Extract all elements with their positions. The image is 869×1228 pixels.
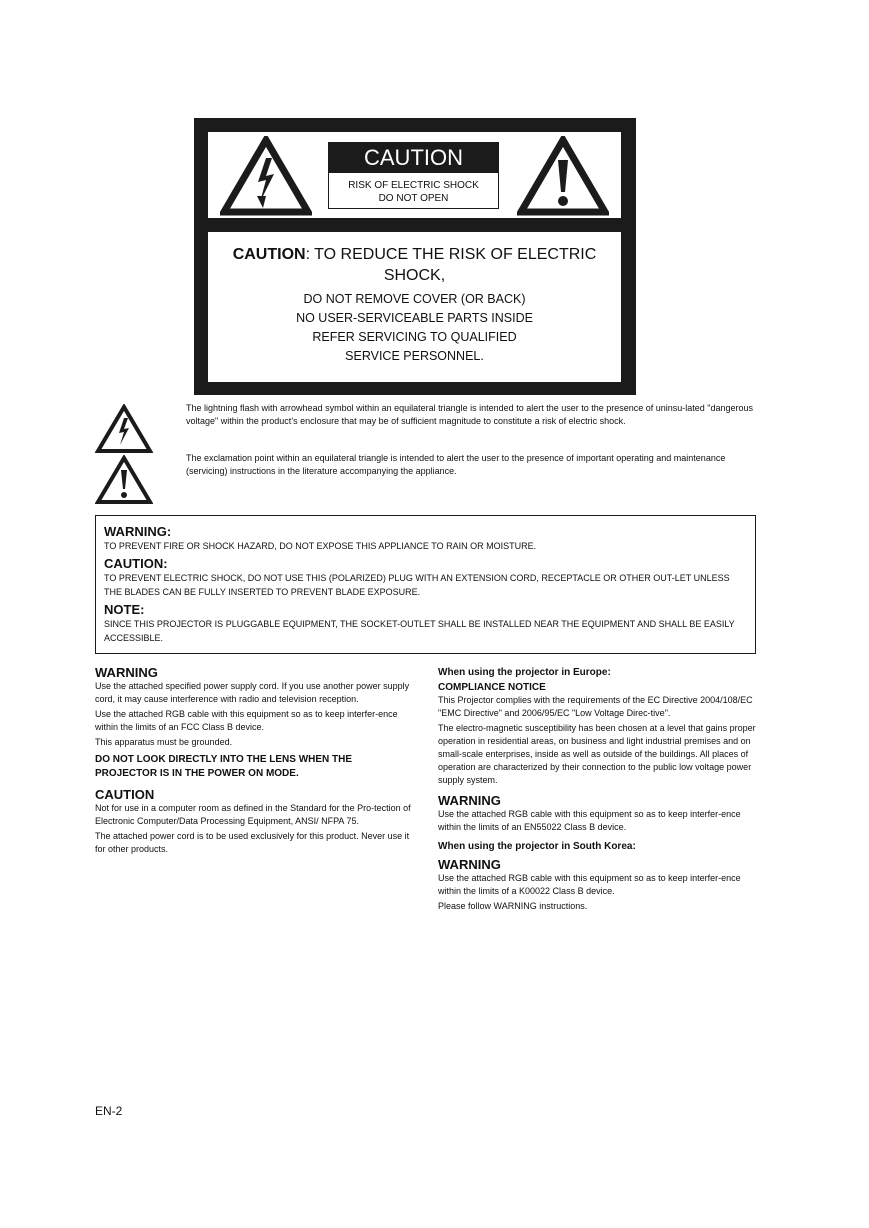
right-warning-heading: WARNING	[438, 793, 501, 808]
korea-heading: When using the projector in South Korea:	[438, 841, 636, 852]
left-paragraph: Use the attached RGB cable with this equipment so as to keep interfer-ence within the limits of an FCC Class B device.	[95, 709, 398, 732]
lightning-warning-icon	[220, 136, 312, 216]
exclamation-warning-icon	[517, 136, 609, 216]
lightning-symbol-text: The lightning flash with arrowhead symbol within an equilateral triangle is intended to alert the user to the presence of uninsu-lated "dangerous voltage" within the product’s enclosure that may be of sufficient magnitude to constitute a risk of electric shock.	[186, 403, 754, 426]
caution-label	[194, 118, 636, 395]
caution-line: DO NOT REMOVE COVER (OR BACK)	[303, 292, 526, 306]
caution-headline-bold: CAUTION	[232, 246, 306, 263]
left-paragraph: Not for use in a computer room as defined in the Standard for the Pro-tection of Electronic Computer/Data Processing Equipment, ANSI/ NFPA 75.	[95, 803, 411, 826]
caution-line: REFER SERVICING TO QUALIFIED	[312, 330, 517, 344]
caution-sub-line-1: RISK OF ELECTRIC SHOCK	[348, 180, 479, 191]
caution-label-top	[208, 132, 621, 218]
right-warning-heading: WARNING	[438, 857, 501, 872]
caution-box-subtitle	[329, 173, 498, 205]
notice-caution-heading: CAUTION:	[104, 556, 168, 571]
caution-box-title: CAUTION	[329, 143, 498, 173]
left-column	[95, 665, 415, 858]
notice-note-text: SINCE THIS PROJECTOR IS PLUGGABLE EQUIPMENT, THE SOCKET-OUTLET SHALL BE INSTALLED NEAR THE EQUIPMENT AND SHALL BE EASILY ACCESSIBLE.	[104, 619, 735, 643]
right-column	[438, 666, 760, 915]
left-paragraph: This apparatus must be grounded.	[95, 737, 233, 747]
lens-warning: DO NOT LOOK DIRECTLY INTO THE LENS WHEN THE PROJECTOR IS IN THE POWER ON MODE.	[95, 754, 353, 779]
left-caution-heading: CAUTION	[95, 787, 155, 802]
caution-line: SERVICE PERSONNEL.	[345, 349, 484, 363]
right-paragraph: Use the attached RGB cable with this equipment so as to keep interfer-ence within the limits of a K00022 Class B device.	[438, 873, 741, 896]
notice-warning-heading: WARNING:	[104, 524, 172, 539]
caution-box	[328, 142, 499, 209]
notice-note-heading: NOTE:	[104, 602, 145, 617]
exclamation-symbol-icon	[95, 455, 153, 505]
left-warning-heading: WARNING	[95, 665, 158, 680]
caution-line: NO USER-SERVICEABLE PARTS INSIDE	[296, 311, 533, 325]
exclamation-symbol-text: The exclamation point within an equilateral triangle is intended to alert the user to the presence of important operating and maintenance (servicing) instructions in the literature accompanying the appliance.	[186, 453, 726, 476]
caution-headline	[218, 244, 611, 286]
left-paragraph: Use the attached specified power supply cord. If you use another power supply cord, it may cause interference with radio and television reception.	[95, 681, 410, 704]
europe-heading: When using the projector in Europe:	[438, 667, 611, 678]
caution-sub-line-2: DO NOT OPEN	[378, 193, 449, 204]
right-paragraph: Use the attached RGB cable with this equipment so as to keep interfer-ence within the limits of an EN55022 Class B device.	[438, 809, 741, 832]
lightning-symbol-icon	[95, 404, 153, 454]
caution-label-text	[208, 232, 621, 382]
left-paragraph: The attached power cord is to be used exclusively for this product. Never use it for other products.	[95, 831, 410, 854]
caution-headline-rest: : TO REDUCE THE RISK OF ELECTRIC SHOCK,	[305, 246, 597, 284]
right-paragraph: Please follow WARNING instructions.	[438, 901, 588, 911]
notice-box	[95, 515, 756, 654]
page-number: EN-2	[95, 1104, 123, 1118]
right-paragraph: This Projector complies with the requirements of the EC Directive 2004/108/EC "EMC Directive" and 2006/95/EC "Low Voltage Direc-tive".	[438, 695, 753, 718]
compliance-heading: COMPLIANCE NOTICE	[438, 682, 546, 693]
right-paragraph: The electro-magnetic susceptibility has been chosen at a level that gains proper operation in residential areas, on business and light industrial premises and on small-scale enterprises, inside as well as outside of the buildings. All places of operation are characterized by their connection to the public low voltage power supply system.	[438, 723, 756, 785]
notice-warning-text: TO PREVENT FIRE OR SHOCK HAZARD, DO NOT EXPOSE THIS APPLIANCE TO RAIN OR MOISTURE.	[104, 541, 537, 551]
notice-caution-text: TO PREVENT ELECTRIC SHOCK, DO NOT USE THIS (POLARIZED) PLUG WITH AN EXTENSION CORD, RECEPTACLE OR OTHER OUT-LET UNLESS THE BLADES CAN BE FULLY INSERTED TO PREVENT BLADE EXPOSURE.	[104, 573, 730, 597]
